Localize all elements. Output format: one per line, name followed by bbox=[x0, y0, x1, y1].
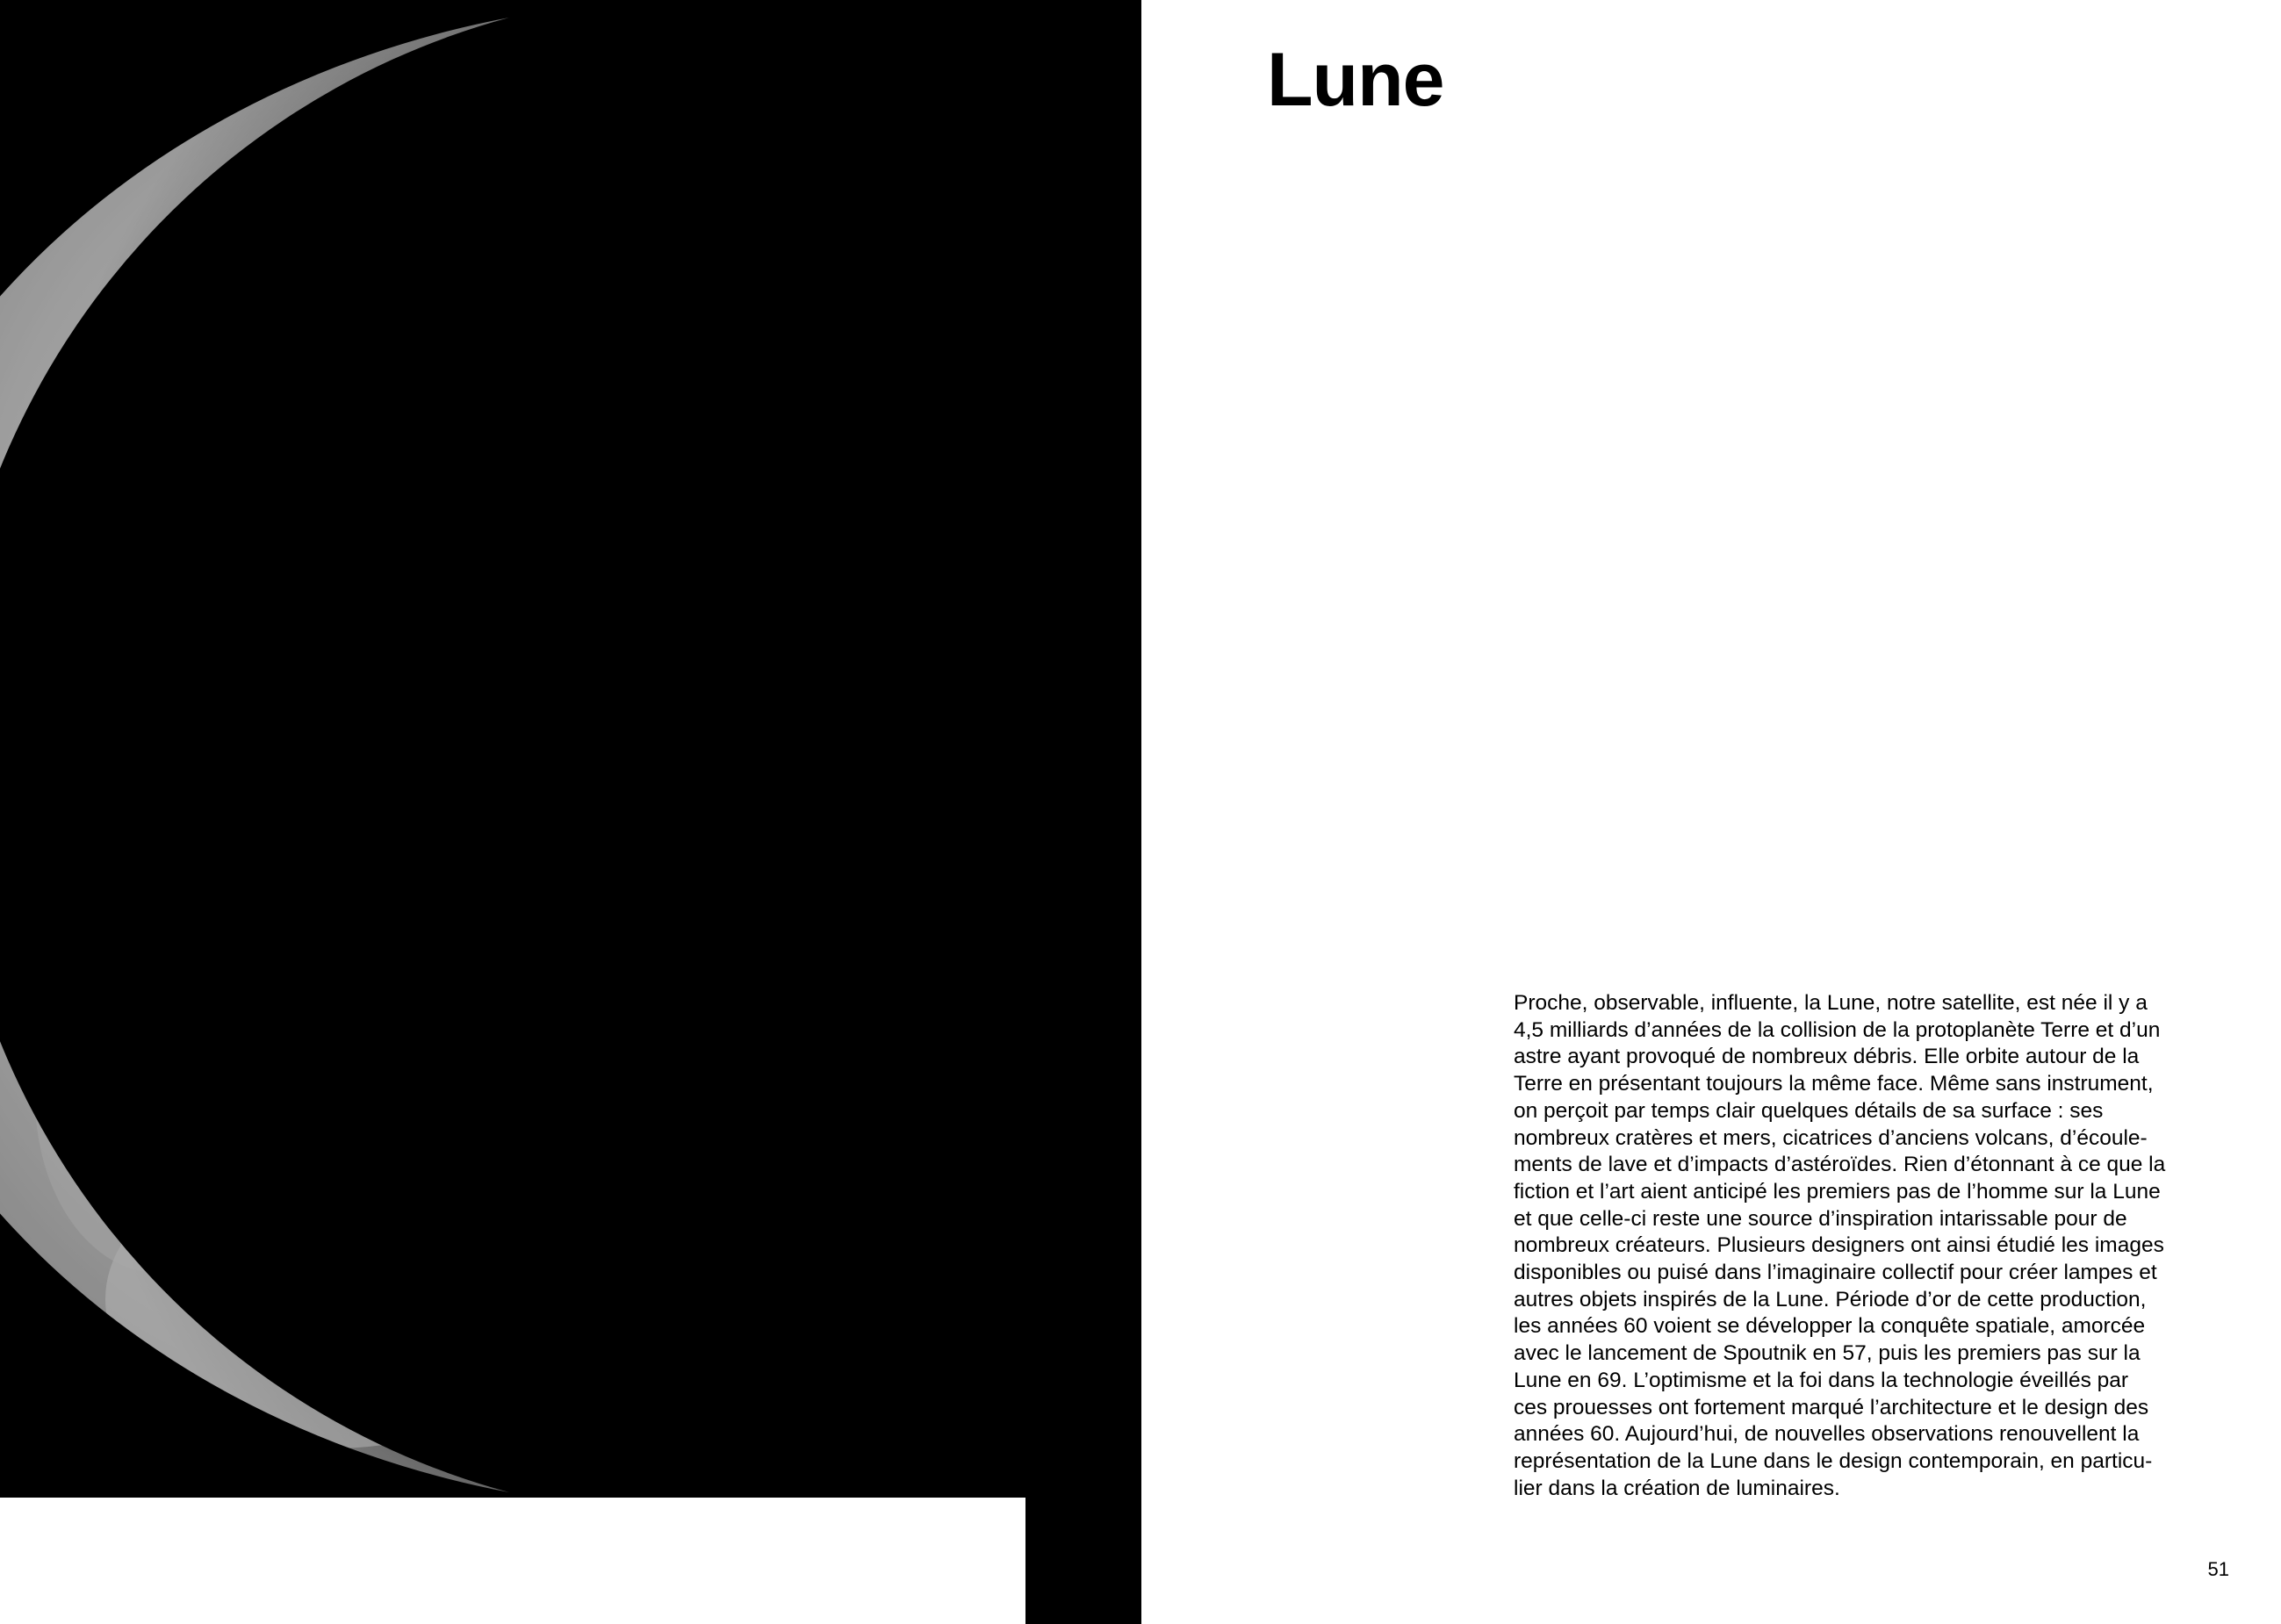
body-line: Lune en 69. L’optimisme et la foi dans la technologie éveillés par bbox=[1514, 1368, 2129, 1392]
page-title: Lune bbox=[1267, 38, 1444, 122]
body-line: nombreux créateurs. Plusieurs designers ont ainsi étudié les images bbox=[1514, 1233, 2164, 1258]
body-line: nombreux cratères et mers, cicatrices d’anciens volcans, d’écoule- bbox=[1514, 1125, 2148, 1150]
crescent-moon-image bbox=[0, 0, 1025, 1498]
body-line: autres objets inspirés de la Lune. Période d’or de cette production, bbox=[1514, 1287, 2147, 1311]
body-line: Terre en présentant toujours la même face. Même sans instrument, bbox=[1514, 1072, 2154, 1096]
body-line: ces prouesses ont fortement marqué l’architecture et le design des bbox=[1514, 1395, 2149, 1419]
page-number: 51 bbox=[2207, 1558, 2229, 1580]
body-line: et que celle-ci reste une source d’inspiration intarissable pour de bbox=[1514, 1206, 2127, 1231]
body-line: 4,5 milliards d’années de la collision de la protoplanète Terre et d’un bbox=[1514, 1017, 2161, 1042]
body-line: représentation de la Lune dans le design contemporain, en particu- bbox=[1514, 1448, 2153, 1473]
body-line: ments de lave et d’impacts d’astéroïdes. Rien d’étonnant à ce que la bbox=[1514, 1153, 2166, 1177]
body-line: les années 60 voient se développer la conquête spatiale, amorcée bbox=[1514, 1314, 2146, 1339]
photo-edge bbox=[1025, 0, 1141, 1624]
body-line: fiction et l’art aient anticipé les premiers pas de l’homme sur la Lune bbox=[1514, 1179, 2161, 1204]
body-line: années 60. Aujourd’hui, de nouvelles observations renouvellent la bbox=[1514, 1422, 2140, 1447]
body-line: disponibles ou puisé dans l’imaginaire collectif pour créer lampes et bbox=[1514, 1261, 2157, 1285]
body-line: avec le lancement de Spoutnik en 57, puis les premiers pas sur la bbox=[1514, 1341, 2141, 1366]
moon-photo bbox=[0, 0, 1025, 1498]
body-line: Proche, observable, influente, la Lune, notre satellite, est née il y a bbox=[1514, 991, 2148, 1015]
body-line: astre ayant provoqué de nombreux débris. Elle orbite autour de la bbox=[1514, 1045, 2140, 1069]
body-paragraph bbox=[1514, 990, 2227, 1502]
body-line: lier dans la création de luminaires. bbox=[1514, 1476, 1840, 1500]
right-page bbox=[1141, 0, 2281, 1624]
body-line: on perçoit par temps clair quelques détails de sa surface : ses bbox=[1514, 1098, 2104, 1123]
